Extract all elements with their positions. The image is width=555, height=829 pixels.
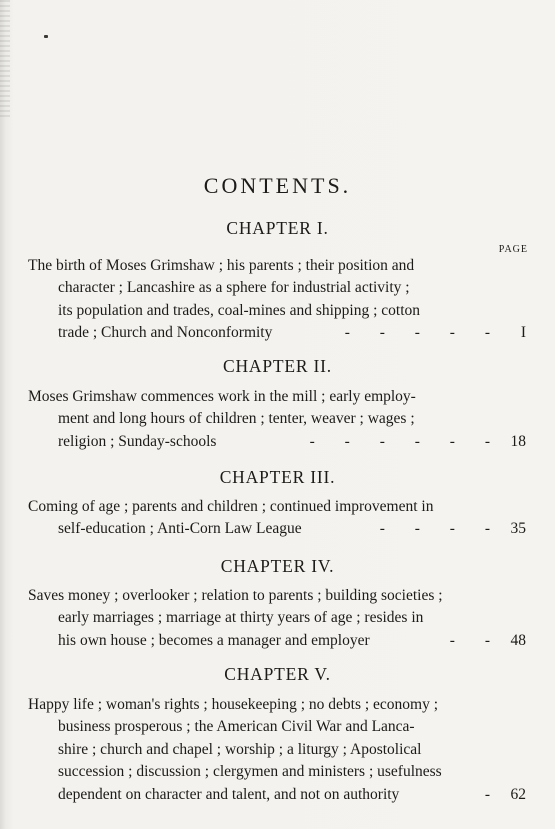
leader-dashes: - - - - - (344, 324, 490, 342)
leader-dashes: - - - - (379, 520, 490, 538)
entry-line: shire ; church and chapel ; worship ; a liturgy ; Apostolical (58, 740, 422, 758)
entry-last-line (28, 518, 526, 540)
chapter-entry-1 (28, 255, 526, 345)
ink-speck (44, 35, 48, 38)
entry-line-text: trade ; Church and Nonconformity (58, 324, 273, 342)
chapter-entry-3 (28, 496, 526, 541)
page-number: 48 (510, 631, 526, 649)
page-column-label: PAGE (498, 244, 528, 255)
chapter-heading-1: CHAPTER I. (226, 218, 329, 238)
entry-line-text: dependent on character and talent, and not on authority (58, 785, 400, 803)
page-number: I (520, 324, 526, 342)
entry-line: early marriages ; marriage at thirty years of age ; resides in (58, 609, 424, 627)
chapter-entry-4 (28, 585, 526, 652)
entry-last-line (28, 630, 526, 652)
contents-title: CONTENTS. (203, 173, 352, 198)
page-number: 18 (510, 432, 526, 450)
page-edge-shadow (0, 0, 10, 120)
chapter-heading-3: CHAPTER III. (219, 467, 336, 487)
entry-line-text: his own house ; becomes a manager and employer (58, 631, 370, 649)
entry-line: Happy life ; woman's rights ; housekeeping ; no debts ; economy ; (28, 696, 439, 713)
entry-line: The birth of Moses Grimshaw ; his parents ; their position and (28, 257, 415, 274)
chapter-entry-2 (28, 386, 526, 453)
chapter-heading-4: CHAPTER IV. (220, 556, 335, 576)
entry-line: Coming of age ; parents and children ; continued improvement in (28, 498, 434, 515)
entry-line-text: religion ; Sunday-schools (58, 432, 217, 450)
entry-line-text: self-education ; Anti-Corn Law League (58, 520, 302, 538)
entry-line: Saves money ; overlooker ; relation to parents ; building societies ; (28, 587, 443, 604)
leader-dashes: - - - - - - (309, 432, 490, 450)
entry-last-line (28, 322, 526, 344)
chapter-heading-5: CHAPTER V. (224, 664, 331, 684)
entry-line: its population and trades, coal-mines and shipping ; cotton (58, 301, 421, 319)
entry-line: character ; Lancashire as a sphere for industrial activity ; (58, 279, 410, 297)
chapter-entry-5 (28, 694, 526, 806)
chapter-heading-2: CHAPTER II. (223, 356, 332, 376)
entry-last-line (28, 784, 526, 806)
page-number: 62 (510, 785, 526, 803)
entry-line: business prosperous ; the American Civil War and Lanca- (58, 718, 415, 736)
entry-line: Moses Grimshaw commences work in the mill ; early employ- (28, 388, 416, 405)
page-number: 35 (510, 520, 526, 538)
entry-last-line (28, 431, 526, 453)
entry-line: succession ; discussion ; clergymen and ministers ; usefulness (58, 763, 442, 781)
leader-dashes: - (484, 785, 490, 803)
entry-line: ment and long hours of children ; tenter, weaver ; wages ; (58, 410, 415, 428)
leader-dashes: - - (449, 631, 490, 649)
